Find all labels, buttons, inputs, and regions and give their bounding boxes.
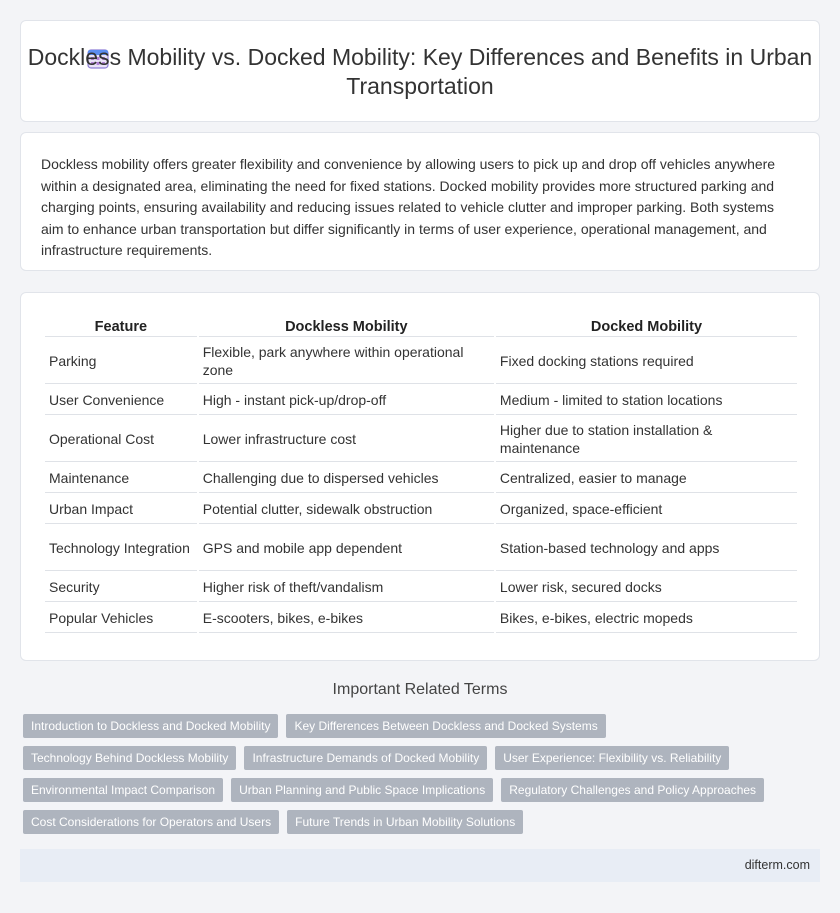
dockless-cell: Potential clutter, sidewalk obstruction: [199, 495, 494, 524]
table-row: [45, 573, 797, 602]
table-row: [45, 495, 797, 524]
table-row: [45, 526, 797, 571]
header-docked: Docked Mobility: [496, 317, 797, 337]
feature-cell: Technology Integration: [45, 526, 197, 571]
related-term-tag[interactable]: Future Trends in Urban Mobility Solutions: [287, 810, 523, 834]
docked-cell: Centralized, easier to manage: [496, 464, 797, 493]
related-term-tag[interactable]: Cost Considerations for Operators and Users: [23, 810, 279, 834]
comparison-table-card: [20, 292, 820, 661]
dockless-cell: E-scooters, bikes, e-bikes: [199, 604, 494, 633]
related-term-tag[interactable]: Introduction to Dockless and Docked Mobility: [23, 714, 278, 738]
feature-cell: Parking: [45, 339, 197, 384]
table-row: [45, 386, 797, 415]
docked-cell: Lower risk, secured docks: [496, 573, 797, 602]
related-term-tag[interactable]: Regulatory Challenges and Policy Approaches: [501, 778, 764, 802]
related-terms-heading: Important Related Terms: [332, 681, 508, 698]
feature-cell: Security: [45, 573, 197, 602]
header-feature: Feature: [45, 317, 197, 337]
dockless-cell: Higher risk of theft/vandalism: [199, 573, 494, 602]
docked-cell: Bikes, e-bikes, electric mopeds: [496, 604, 797, 633]
feature-cell: Maintenance: [45, 464, 197, 493]
intro-paragraph: Dockless mobility offers greater flexibility and convenience by allowing users to pick up and drop off vehicles anywhere within a designated area, eliminating the need for fixed stations. Docked mobility provides more structured parking and charging points, ensuring availability and reducing issues related to vehicle clutter and improper parking. Both systems aim to enhance urban transportation but differ significantly in terms of user experience, operational management, and infrastructure requirements.: [41, 156, 776, 258]
table-header-row: [45, 317, 797, 337]
related-terms-list: [23, 714, 813, 842]
feature-cell: Operational Cost: [45, 417, 197, 462]
header-dockless: Dockless Mobility: [199, 317, 494, 337]
title-card: [20, 20, 820, 122]
related-term-tag[interactable]: Key Differences Between Dockless and Docked Systems: [286, 714, 605, 738]
feature-cell: Urban Impact: [45, 495, 197, 524]
footer-bar: [20, 849, 820, 882]
page-title: [21, 43, 819, 101]
feature-cell: User Convenience: [45, 386, 197, 415]
related-term-tag[interactable]: User Experience: Flexibility vs. Reliability: [495, 746, 729, 770]
page-title-text: Dockless Mobility vs. Docked Mobility: Key Differences and Benefits in Urban Transportation: [27, 44, 813, 99]
dockless-cell: High - instant pick-up/drop-off: [199, 386, 494, 415]
docked-cell: Fixed docking stations required: [496, 339, 797, 384]
docked-cell: Medium - limited to station locations: [496, 386, 797, 415]
feature-cell: Popular Vehicles: [45, 604, 197, 633]
related-term-tag[interactable]: Technology Behind Dockless Mobility: [23, 746, 236, 770]
docked-cell: Higher due to station installation & maintenance: [496, 417, 797, 462]
intro-card: [20, 132, 820, 271]
docked-cell: Station-based technology and apps: [496, 526, 797, 571]
comparison-table: [43, 315, 799, 635]
dockless-cell: Lower infrastructure cost: [199, 417, 494, 462]
dockless-cell: Flexible, park anywhere within operational zone: [199, 339, 494, 384]
dockless-cell: GPS and mobile app dependent: [199, 526, 494, 571]
docked-cell: Organized, space-efficient: [496, 495, 797, 524]
table-row: [45, 464, 797, 493]
table-row: [45, 604, 797, 633]
related-term-tag[interactable]: Infrastructure Demands of Docked Mobility: [244, 746, 487, 770]
table-row: [45, 417, 797, 462]
table-row: [45, 339, 797, 384]
dockless-cell: Challenging due to dispersed vehicles: [199, 464, 494, 493]
footer-site-link[interactable]: difterm.com: [744, 858, 810, 872]
related-term-tag[interactable]: Urban Planning and Public Space Implications: [231, 778, 493, 802]
related-term-tag[interactable]: Environmental Impact Comparison: [23, 778, 223, 802]
